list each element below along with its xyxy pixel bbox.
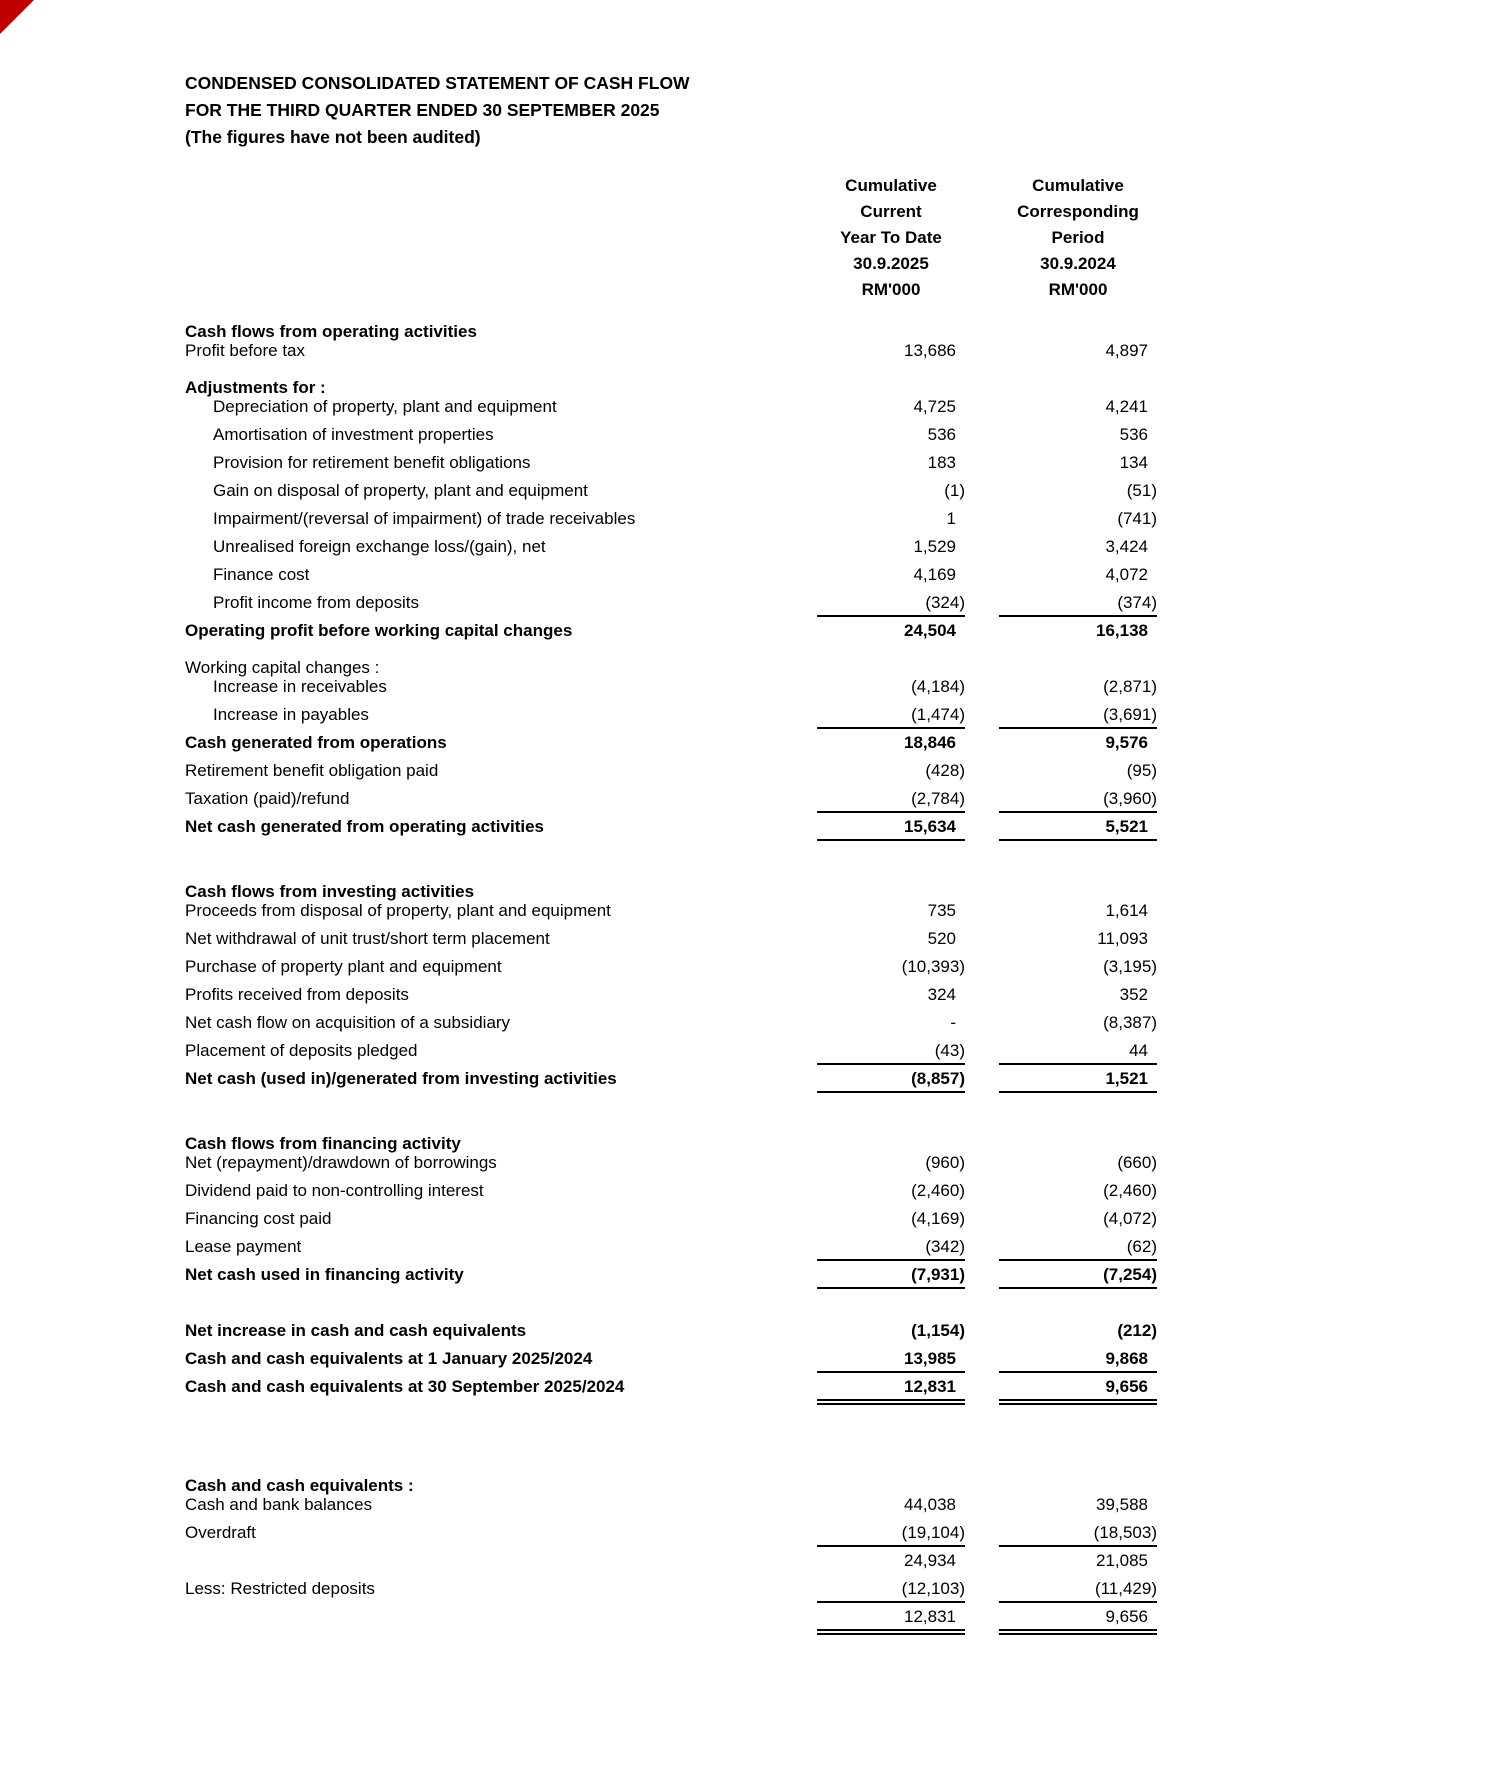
row-value-col1: (2,460): [911, 1181, 965, 1200]
row-value-col1: (43): [817, 1037, 965, 1065]
column-header-line: RM'000: [1048, 280, 1108, 299]
row-value-col1: 15,634: [817, 813, 965, 841]
row-label: Provision for retirement benefit obligations: [213, 453, 531, 472]
row-label: Finance cost: [213, 565, 310, 584]
table-row: [185, 1177, 1157, 1205]
table-row: [185, 785, 1157, 813]
table-row: [185, 1519, 1157, 1547]
row-value-col2: (8,387): [1103, 1013, 1157, 1032]
row-value-col2: (2,460): [1103, 1181, 1157, 1200]
table-row: [185, 645, 1157, 677]
row-label: Unrealised foreign exchange loss/(gain), net: [213, 537, 546, 556]
row-label: Amortisation of investment properties: [213, 425, 494, 444]
row-label: Working capital changes :: [185, 658, 380, 677]
table-row: [185, 925, 1157, 953]
row-value-col1: 1: [946, 509, 956, 528]
row-label: Net cash used in financing activity: [185, 1265, 464, 1284]
row-value-col1: [817, 1121, 965, 1149]
row-label: Profit income from deposits: [213, 593, 419, 612]
row-value-col2: [999, 309, 1157, 337]
row-label: Impairment/(reversal of impairment) of trade receivables: [213, 509, 636, 528]
row-label: Net cash generated from operating activities: [185, 817, 544, 836]
row-value-col1: (12,103): [817, 1575, 965, 1603]
column-header-line: Year To Date: [840, 228, 942, 247]
table-row: [185, 1205, 1157, 1233]
row-value-col2: (7,254): [999, 1261, 1157, 1289]
row-label: Gain on disposal of property, plant and equipment: [213, 481, 588, 500]
row-value-col1: 12,831: [817, 1603, 965, 1631]
column-header-line: RM'000: [861, 280, 921, 299]
row-value-col2: (212): [1117, 1321, 1157, 1340]
row-label: Retirement benefit obligation paid: [185, 761, 439, 780]
table-row: [185, 477, 1157, 505]
row-value-col1: 13,985: [817, 1345, 965, 1373]
row-label: Operating profit before working capital changes: [185, 621, 573, 640]
table-row: [185, 393, 1157, 421]
row-value-col1: (4,169): [911, 1209, 965, 1228]
row-value-col1: (1,474): [817, 701, 965, 729]
row-value-col1: 4,725: [913, 397, 956, 416]
table-row: [185, 729, 1157, 757]
column-header-line: Cumulative: [845, 176, 937, 195]
row-value-col2: 352: [1119, 985, 1148, 1004]
row-label: Cash generated from operations: [185, 733, 447, 752]
row-label: Profits received from deposits: [185, 985, 409, 1004]
row-label: Less: Restricted deposits: [185, 1579, 375, 1598]
table-row: [185, 505, 1157, 533]
table-header: [185, 173, 1157, 303]
title-line-1: CONDENSED CONSOLIDATED STATEMENT OF CASH FLOW: [185, 73, 690, 93]
row-value-col1: 44,038: [904, 1495, 956, 1514]
table-row: [185, 533, 1157, 561]
row-label: Cash and cash equivalents :: [185, 1476, 414, 1495]
row-value-col1: (8,857): [817, 1065, 965, 1093]
row-value-col1: 24,504: [904, 621, 956, 640]
table-row: [185, 981, 1157, 1009]
table-row: [185, 1603, 1157, 1631]
table-row: [185, 421, 1157, 449]
row-value-col2: (51): [1126, 481, 1157, 500]
row-value-col2: (3,691): [999, 701, 1157, 729]
table-row: [185, 869, 1157, 901]
row-value-col1: 536: [927, 425, 956, 444]
row-value-col2: (3,195): [1103, 957, 1157, 976]
row-value-col1: (19,104): [817, 1519, 965, 1547]
table-row: [185, 1491, 1157, 1519]
row-value-col1: -: [950, 1013, 956, 1032]
table-row: [185, 673, 1157, 701]
row-value-col2: 9,868: [999, 1345, 1157, 1373]
spacer-row: [185, 841, 1157, 869]
row-label: Net withdrawal of unit trust/short term placement: [185, 929, 550, 948]
row-value-col1: (4,184): [911, 677, 965, 696]
row-value-col1: (428): [925, 761, 965, 780]
row-value-col1: [817, 365, 965, 393]
row-value-col2: 39,588: [1096, 1495, 1148, 1514]
row-label: Cash flows from financing activity: [185, 1134, 461, 1153]
row-value-col1: (1,154): [911, 1321, 965, 1340]
row-value-col2: 44: [999, 1037, 1157, 1065]
row-value-col2: 9,656: [999, 1603, 1157, 1631]
row-value-col2: 536: [1119, 425, 1148, 444]
row-value-col1: 13,686: [904, 341, 956, 360]
table-row: [185, 1373, 1157, 1401]
row-value-col1: 520: [927, 929, 956, 948]
column-header-line: Current: [860, 202, 922, 221]
row-value-col2: 134: [1119, 453, 1148, 472]
row-value-col1: (342): [817, 1233, 965, 1261]
row-label: Overdraft: [185, 1523, 256, 1542]
table-row: [185, 701, 1157, 729]
row-value-col2: 4,072: [1105, 565, 1148, 584]
table-row: [185, 813, 1157, 841]
column1-header: [817, 173, 965, 303]
row-label: Proceeds from disposal of property, plant and equipment: [185, 901, 611, 920]
row-value-col1: 1,529: [913, 537, 956, 556]
table-row: [185, 897, 1157, 925]
spacer-row: [185, 1093, 1157, 1121]
row-label: Net cash flow on acquisition of a subsidiary: [185, 1013, 511, 1032]
statement-content: [185, 70, 1157, 1631]
row-value-col1: (324): [817, 589, 965, 617]
table-row: [185, 1009, 1157, 1037]
column-header-line: 30.9.2024: [1040, 254, 1116, 273]
row-value-col1: (960): [925, 1153, 965, 1172]
row-value-col2: 9,656: [999, 1373, 1157, 1401]
table-row: [185, 1547, 1157, 1575]
table-row: [185, 1065, 1157, 1093]
row-value-col1: (10,393): [901, 957, 965, 976]
table-row: [185, 1233, 1157, 1261]
table-row: [185, 1261, 1157, 1289]
row-value-col2: 1,521: [999, 1065, 1157, 1093]
spacer-row: [185, 1289, 1157, 1317]
row-label: Profit before tax: [185, 341, 306, 360]
title-line-2: FOR THE THIRD QUARTER ENDED 30 SEPTEMBER 2025: [185, 100, 660, 120]
table-row: [185, 1317, 1157, 1345]
row-label: Financing cost paid: [185, 1209, 332, 1228]
row-value-col1: [817, 869, 965, 897]
column-header-line: Period: [1051, 228, 1105, 247]
row-value-col1: [817, 1463, 965, 1491]
row-value-col1: 4,169: [913, 565, 956, 584]
spacer-row: [185, 1401, 1157, 1463]
table-row: [185, 561, 1157, 589]
table-row: [185, 1149, 1157, 1177]
row-label: Increase in payables: [213, 705, 369, 724]
statement-title-block: [185, 70, 1157, 151]
row-value-col2: 3,424: [1105, 537, 1148, 556]
table-row: [185, 309, 1157, 341]
row-value-col1: 324: [927, 985, 956, 1004]
table-row: [185, 757, 1157, 785]
row-value-col2: (18,503): [999, 1519, 1157, 1547]
row-value-col1: [817, 645, 965, 673]
row-value-col2: [999, 1121, 1157, 1149]
row-label: Lease payment: [185, 1237, 302, 1256]
table-row: [185, 1037, 1157, 1065]
row-label: Cash and cash equivalents at 1 January 2025/2024: [185, 1349, 593, 1368]
row-value-col2: (660): [1117, 1153, 1157, 1172]
cashflow-table-body: [185, 309, 1157, 1631]
row-label: Cash and bank balances: [185, 1495, 373, 1514]
table-row: [185, 449, 1157, 477]
row-label: Cash and cash equivalents at 30 September 2025/2024: [185, 1377, 625, 1396]
row-value-col1: 183: [927, 453, 956, 472]
row-value-col2: (2,871): [1103, 677, 1157, 696]
row-label: Taxation (paid)/refund: [185, 789, 350, 808]
row-label: Net cash (used in)/generated from investing activities: [185, 1069, 617, 1088]
title-line-3: (The figures have not been audited): [185, 127, 481, 147]
row-value-col2: (741): [1117, 509, 1157, 528]
row-value-col2: 9,576: [1105, 733, 1148, 752]
table-row: [185, 1121, 1157, 1153]
row-label: Net increase in cash and cash equivalents: [185, 1321, 527, 1340]
row-value-col1: [817, 309, 965, 337]
row-value-col2: [999, 365, 1157, 393]
row-value-col2: 21,085: [1096, 1551, 1148, 1570]
row-value-col1: 12,831: [817, 1373, 965, 1401]
column2-header: [999, 173, 1157, 303]
row-label: Cash flows from operating activities: [185, 322, 477, 341]
table-row: [185, 337, 1157, 365]
column-header-line: Cumulative: [1032, 176, 1124, 195]
row-value-col2: [999, 645, 1157, 673]
row-value-col1: (2,784): [817, 785, 965, 813]
row-value-col1: (1): [944, 481, 965, 500]
row-label: Depreciation of property, plant and equipment: [213, 397, 557, 416]
row-value-col1: 735: [927, 901, 956, 920]
row-label: Net (repayment)/drawdown of borrowings: [185, 1153, 497, 1172]
row-value-col2: (374): [999, 589, 1157, 617]
row-value-col2: (3,960): [999, 785, 1157, 813]
row-value-col2: 1,614: [1105, 901, 1148, 920]
column-header-line: Corresponding: [1017, 202, 1139, 221]
row-label: Adjustments for :: [185, 378, 326, 397]
row-value-col2: [999, 869, 1157, 897]
table-row: [185, 1463, 1157, 1495]
red-corner-marker: [0, 0, 34, 34]
row-value-col2: 16,138: [1096, 621, 1148, 640]
row-value-col1: (7,931): [817, 1261, 965, 1289]
table-row: [185, 953, 1157, 981]
row-label: Increase in receivables: [213, 677, 387, 696]
table-row: [185, 365, 1157, 397]
row-label: Cash flows from investing activities: [185, 882, 475, 901]
row-value-col1: 18,846: [904, 733, 956, 752]
row-label: Dividend paid to non-controlling interest: [185, 1181, 484, 1200]
row-value-col2: (62): [999, 1233, 1157, 1261]
row-value-col2: (4,072): [1103, 1209, 1157, 1228]
table-row: [185, 1345, 1157, 1373]
table-row: [185, 1575, 1157, 1603]
row-value-col1: 24,934: [904, 1551, 956, 1570]
row-label: Placement of deposits pledged: [185, 1041, 418, 1060]
row-value-col2: [999, 1463, 1157, 1491]
row-value-col2: (95): [1126, 761, 1157, 780]
column-header-line: 30.9.2025: [853, 254, 929, 273]
row-value-col2: 11,093: [1097, 929, 1148, 948]
row-value-col2: 4,241: [1105, 397, 1148, 416]
table-row: [185, 617, 1157, 645]
row-label: Purchase of property plant and equipment: [185, 957, 502, 976]
row-value-col2: (11,429): [999, 1575, 1157, 1603]
table-row: [185, 589, 1157, 617]
row-value-col2: 5,521: [999, 813, 1157, 841]
row-value-col2: 4,897: [1105, 341, 1148, 360]
